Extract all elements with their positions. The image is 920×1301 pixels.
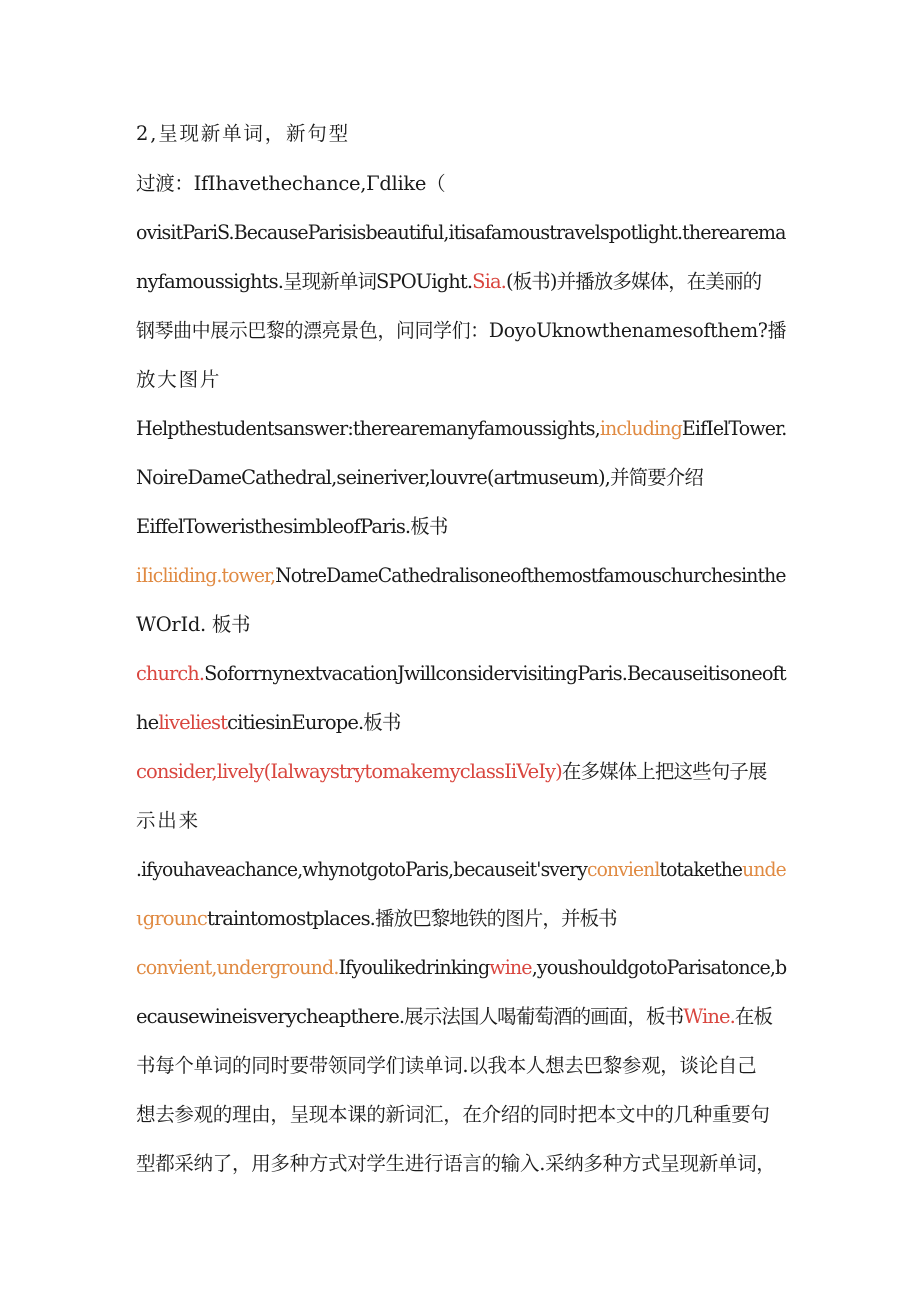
- paragraph-text: citiesinEurope.板书: [227, 711, 401, 734]
- text-line-16: [136, 906, 786, 932]
- paragraph-text: EiffelToweristhesimbleofParis.板书: [136, 515, 448, 538]
- paragraph-text: (板书)并播放多媒体，在美丽的: [505, 270, 762, 293]
- paragraph-text: Ifyoulikedrinking: [338, 956, 490, 979]
- paragraph-text: 示出来: [136, 809, 200, 832]
- text-line-11: [136, 661, 786, 687]
- text-line-8: [136, 514, 786, 540]
- paragraph-text: NoireDameCathedral,seineriver,louvre(artmuseum),并简要介绍: [136, 466, 703, 489]
- highlight-word: iIicliiding.tower,: [136, 564, 276, 587]
- section-heading: [136, 121, 786, 147]
- highlight-word: including: [599, 417, 682, 440]
- text-line-15: [136, 857, 786, 883]
- paragraph-text: nyfamoussights.呈现新单词SPOUight.: [136, 270, 473, 293]
- text-line-5: [136, 367, 786, 393]
- transition-text: 过渡：IfIhavethechance,Γdlike（: [136, 172, 446, 195]
- highlight-word: convient,underground.: [136, 956, 339, 979]
- paragraph-text: ecausewineisverycheapthere.展示法国人喝葡萄酒的画面，板书: [136, 1005, 684, 1028]
- paragraph-text: WOrId. 板书: [136, 613, 251, 636]
- text-line-1: [136, 171, 786, 197]
- paragraph-text: SoforrnynextvacationJwillconsidervisitingParis.Becauseitisoneoft: [204, 662, 786, 685]
- highlight-word: Sia.: [472, 270, 506, 293]
- paragraph-text: 钢琴曲中展示巴黎的漂亮景色，问同学们：DoyoUknowthenamesofthem?播: [136, 319, 787, 342]
- paragraph-text: traintomostplaces.播放巴黎地铁的图片，并板书: [206, 907, 617, 930]
- paragraph-text: 放大图片: [136, 368, 222, 391]
- text-line-7: [136, 465, 786, 491]
- paragraph-text: Helpthestudentsanswer:therearemanyfamoussights,: [136, 417, 600, 440]
- highlight-word: Wine.: [683, 1005, 735, 1028]
- paragraph-text: EifIelTower.: [681, 417, 787, 440]
- paragraph-text: 书每个单词的同时要带领同学们读单词.以我本人想去巴黎参观，谈论自己: [136, 1054, 757, 1077]
- paragraph-text: .ifyouhaveachance,whynotgotoParis,becauseit'svery: [136, 858, 587, 881]
- text-line-12: [136, 710, 786, 736]
- paragraph-text: 型都采纳了，用多种方式对学生进行语言的输入.采纳多种方式呈现新单词，: [136, 1152, 776, 1175]
- text-line-9: [136, 563, 786, 589]
- text-line-4: [136, 318, 787, 344]
- paragraph-text: 在多媒体上把这些句子展: [561, 760, 767, 783]
- paragraph-text: 想去参观的理由，呈现本课的新词汇，在介绍的同时把本文中的几种重要句: [136, 1103, 770, 1126]
- text-line-18: [136, 1004, 786, 1030]
- text-line-3: [136, 269, 786, 295]
- text-line-2: [136, 220, 786, 246]
- highlight-word: church.: [136, 662, 205, 685]
- paragraph-text: he: [136, 711, 159, 734]
- text-line-14: [136, 808, 786, 834]
- highlight-word: convienl: [586, 858, 660, 881]
- highlight-word: unde: [742, 858, 786, 881]
- text-line-17: [136, 955, 787, 981]
- text-line-20: [136, 1102, 786, 1128]
- text-line-13: [136, 759, 786, 785]
- text-line-10: [136, 612, 786, 638]
- paragraph-text: NotreDameCathedralisoneofthemostfamouschurchesinthe: [275, 564, 786, 587]
- text-line-19: [136, 1053, 786, 1079]
- heading-text: 2,呈现新单词，新句型: [136, 122, 350, 145]
- paragraph-text: ,youshouldgotoParisatonce,b: [531, 956, 787, 979]
- paragraph-text: ovisitPariS.BecauseParisisbeautiful,itisafamoustravelspotlight.therearema: [136, 221, 786, 244]
- highlight-word: liveliest: [158, 711, 228, 734]
- paragraph-text: totakethe: [659, 858, 743, 881]
- highlight-word: wine: [489, 956, 532, 979]
- text-line-21: [136, 1151, 786, 1177]
- highlight-phrase: consider,lively(IalwaystrytomakemyclassIiVeIy): [136, 760, 562, 783]
- highlight-word: ιgrounc: [136, 907, 207, 930]
- text-line-6: [136, 416, 787, 442]
- paragraph-text: 在板: [734, 1005, 773, 1028]
